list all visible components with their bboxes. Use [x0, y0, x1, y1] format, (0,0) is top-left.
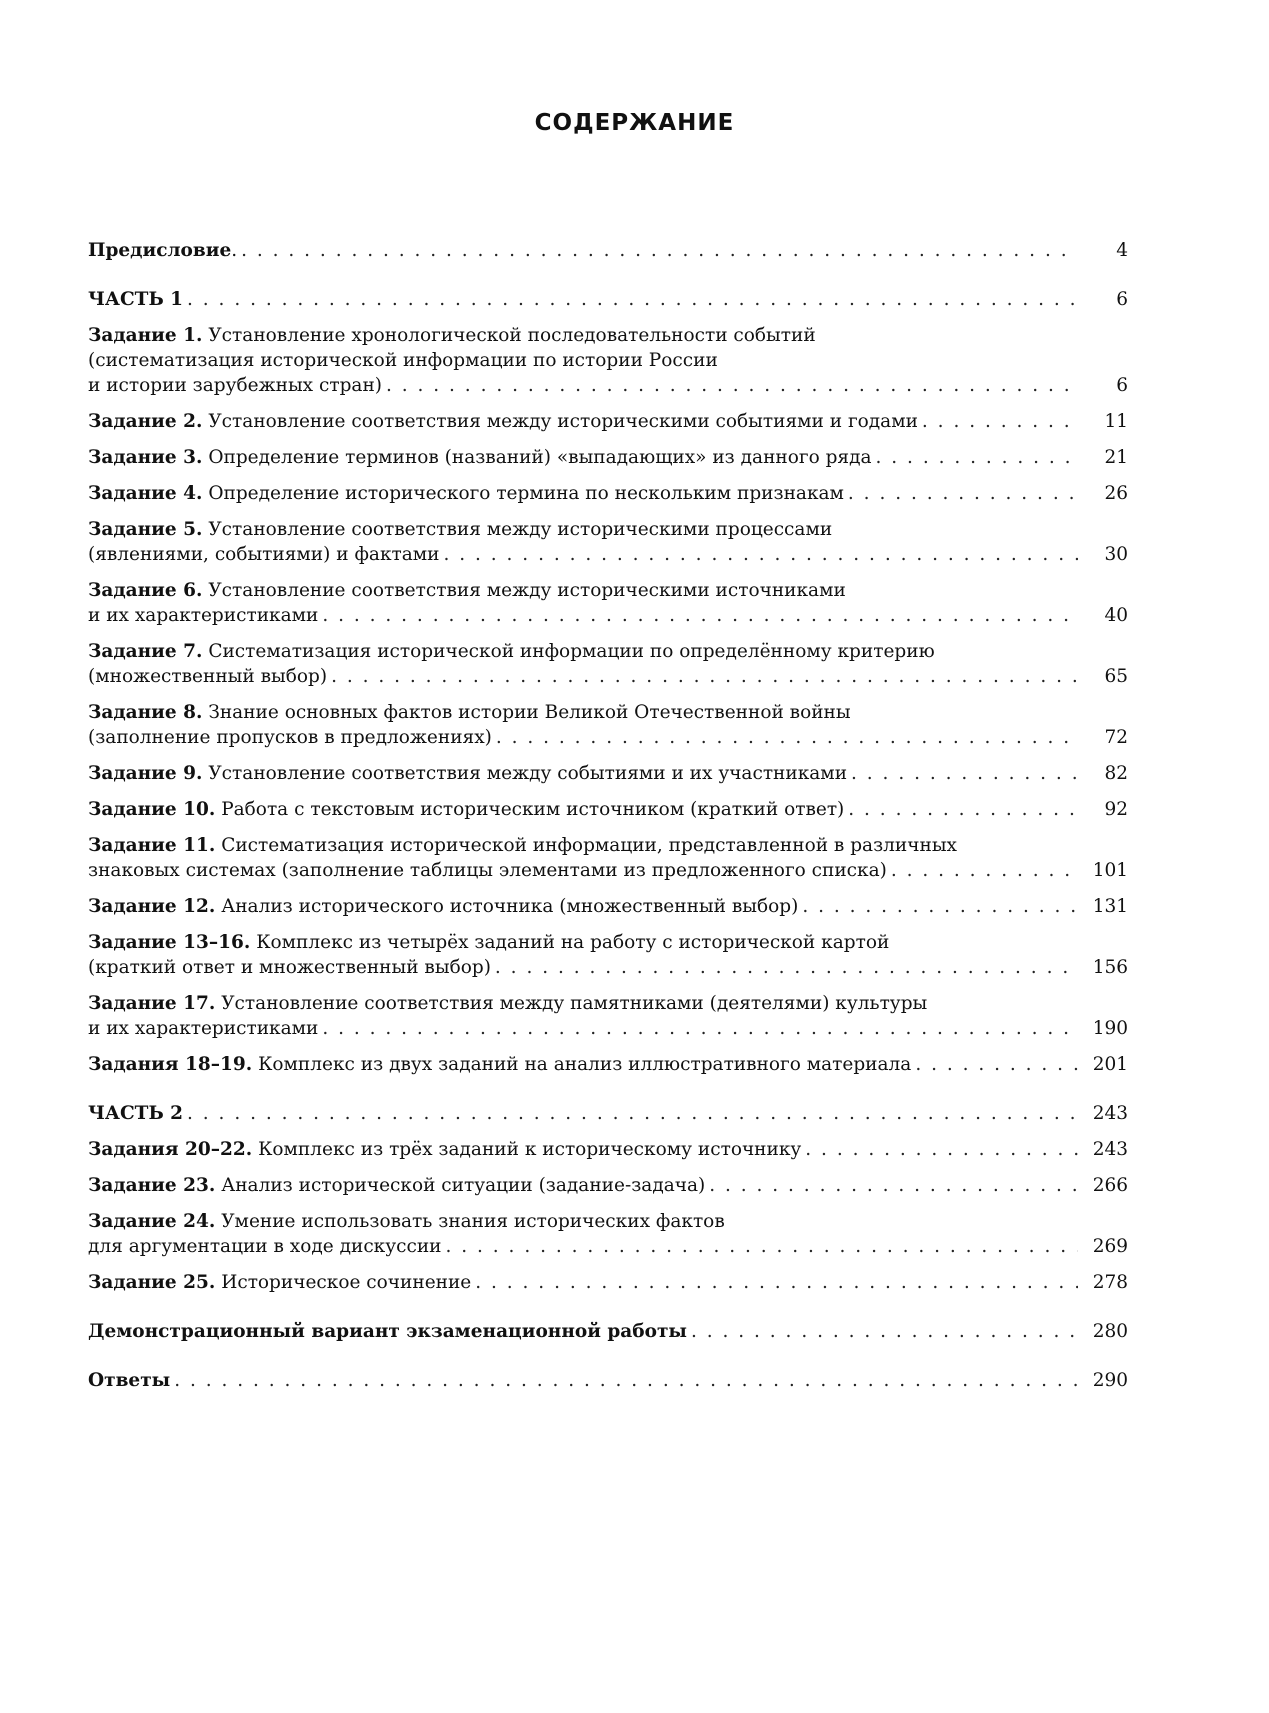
- toc-entry-lead: Задание 23.: [88, 1175, 216, 1196]
- dot-leader: [922, 409, 1078, 434]
- toc-entry-text: (заполнение пропусков в предложениях): [88, 727, 492, 748]
- dot-leader: [851, 761, 1078, 786]
- toc-entry-last-line: [88, 1173, 1128, 1198]
- toc-entry-last-line: [88, 761, 1128, 786]
- toc-entry[interactable]: [88, 238, 1128, 263]
- toc-entry-text: (краткий ответ и множественный выбор): [88, 957, 491, 978]
- toc-entry-lead: Задание 24.: [88, 1211, 216, 1232]
- toc-entry-text: (систематизация исторической информации по истории России: [88, 350, 718, 371]
- toc-entry[interactable]: [88, 1209, 1128, 1259]
- toc-entry-line: [88, 639, 1128, 664]
- dot-leader: [446, 1234, 1078, 1259]
- toc-entry-text: Анализ исторической ситуации (задание-задача): [215, 1175, 706, 1196]
- toc-entry-text: Знание основных фактов истории Великой Отечественной войны: [202, 702, 851, 723]
- toc-entry-text: Установление соответствия между памятниками (деятелями) культуры: [215, 993, 928, 1014]
- toc-entry-line: [88, 833, 1128, 858]
- toc-entry-last-line: [88, 894, 1128, 919]
- page-number: 40: [1104, 605, 1128, 626]
- toc-entry-lead: Предисловие: [88, 240, 232, 261]
- dot-leader: [187, 1101, 1078, 1126]
- toc-entry-text: Систематизация исторической информации, представленной в различных: [215, 835, 957, 856]
- toc-entry-text: Комплекс из двух заданий на анализ иллюстративного материала: [252, 1054, 912, 1075]
- page-number: 92: [1104, 799, 1128, 820]
- toc-entry[interactable]: [88, 287, 1128, 312]
- toc-entry[interactable]: [88, 700, 1128, 750]
- toc-entry-last-line: [88, 1137, 1128, 1162]
- toc-entry-text: (явлениями, событиями) и фактами: [88, 544, 440, 565]
- toc-entry-line: [88, 323, 1128, 348]
- toc-entry[interactable]: [88, 1052, 1128, 1077]
- toc-entry[interactable]: [88, 991, 1128, 1041]
- toc-entry-lead: Задание 9.: [88, 763, 203, 784]
- toc-entry[interactable]: [88, 445, 1128, 470]
- dot-leader: [386, 373, 1078, 398]
- toc-entry-last-line: [88, 1101, 1128, 1126]
- toc-entry-lead: Задание 12.: [88, 896, 216, 917]
- page-number: 26: [1104, 483, 1128, 504]
- toc-entry-text: Установление соответствия между событиями и их участниками: [202, 763, 848, 784]
- toc-entry[interactable]: [88, 409, 1128, 434]
- dot-leader: [876, 445, 1078, 470]
- dot-leader: [495, 955, 1078, 980]
- toc-entry-lead: Задания 18–19.: [88, 1054, 253, 1075]
- toc-entry-line: [88, 578, 1128, 603]
- toc-entry-last-line: [88, 409, 1128, 434]
- toc-entry-text: для аргументации в ходе дискуссии: [88, 1236, 442, 1257]
- toc-entry-last-line: [88, 797, 1128, 822]
- toc-entry-text: Историческое сочинение: [215, 1272, 472, 1293]
- toc-entry-text: Комплекс из трёх заданий к историческому источнику: [252, 1139, 802, 1160]
- toc-entry-lead: Задание 3.: [88, 447, 203, 468]
- dot-leader: [848, 797, 1078, 822]
- toc-entry-last-line: [88, 481, 1128, 506]
- dot-leader: [444, 542, 1079, 567]
- toc-entry-lead: Демонстрационный вариант экзаменационной работы: [88, 1321, 687, 1342]
- toc-entry-text: Умение использовать знания исторических фактов: [215, 1211, 725, 1232]
- dot-leader: [805, 1137, 1078, 1162]
- page-number: 190: [1092, 1018, 1128, 1039]
- dot-leader: [187, 287, 1078, 312]
- toc-entry-lead: Задание 6.: [88, 580, 203, 601]
- toc-entry[interactable]: [88, 761, 1128, 786]
- toc-entry[interactable]: [88, 481, 1128, 506]
- toc-entry-line: [88, 517, 1128, 542]
- page-title: СОДЕРЖАНИЕ: [534, 110, 735, 136]
- page-number: 201: [1092, 1054, 1128, 1075]
- dot-leader: [915, 1052, 1078, 1077]
- toc-entry-text: знаковых системах (заполнение таблицы элементами из предложенного списка): [88, 860, 887, 881]
- dot-leader: [322, 1016, 1078, 1041]
- toc-entry-text: Определение терминов (названий) «выпадающих» из данного ряда: [202, 447, 872, 468]
- dot-leader: [322, 603, 1078, 628]
- toc-entry-lead: Задание 13–16.: [88, 932, 251, 953]
- toc-entry-lead: Задание 1.: [88, 325, 203, 346]
- toc-entry-lead: ЧАСТЬ 1: [88, 289, 184, 310]
- toc-entry[interactable]: [88, 323, 1128, 398]
- toc-entry[interactable]: [88, 1101, 1128, 1126]
- page-number: 4: [1116, 240, 1128, 261]
- page-number: 6: [1116, 289, 1128, 310]
- toc-entry-last-line: [88, 1016, 1128, 1041]
- dot-leader: [802, 894, 1078, 919]
- toc-entry-text: Определение исторического термина по нескольким признакам: [202, 483, 844, 504]
- toc-entry-last-line: [88, 1052, 1128, 1077]
- page-number: 30: [1104, 544, 1128, 565]
- dot-leader: [174, 1368, 1078, 1393]
- toc-entry-text: и их характеристиками: [88, 605, 319, 626]
- page-number: 131: [1092, 896, 1128, 917]
- toc-entry-last-line: [88, 1234, 1128, 1259]
- toc-entry-last-line: [88, 725, 1128, 750]
- toc-entry-lead: ЧАСТЬ 2: [88, 1103, 184, 1124]
- toc-entry-text: Комплекс из четырёх заданий на работу с исторической картой: [250, 932, 890, 953]
- toc-entry-lead: Задание 17.: [88, 993, 216, 1014]
- page-number: 243: [1092, 1139, 1128, 1160]
- toc-entry-lead: Задание 5.: [88, 519, 203, 540]
- toc-entry-line: [88, 1209, 1128, 1234]
- toc-entry-last-line: [88, 955, 1128, 980]
- page-number: 21: [1104, 447, 1128, 468]
- toc-entry-lead: Задание 25.: [88, 1272, 216, 1293]
- toc-entry[interactable]: [88, 930, 1128, 980]
- toc-entry-lead: Задания 20–22.: [88, 1139, 253, 1160]
- toc-entry-last-line: [88, 858, 1128, 883]
- toc-entry-last-line: [88, 373, 1128, 398]
- toc-entry-last-line: [88, 238, 1128, 263]
- toc-entry-text: Систематизация исторической информации по определённому критерию: [202, 641, 935, 662]
- toc-entry-text: и истории зарубежных стран): [88, 375, 382, 396]
- toc-entry[interactable]: [88, 1368, 1128, 1393]
- dot-leader: [496, 725, 1078, 750]
- page-number: 290: [1092, 1370, 1128, 1391]
- toc-entry[interactable]: [88, 639, 1128, 689]
- toc-entry-line: [88, 348, 1128, 373]
- page-number: 278: [1092, 1272, 1128, 1293]
- toc-entry-text: (множественный выбор): [88, 666, 328, 687]
- toc-entry-text: Работа с текстовым историческим источником (краткий ответ): [215, 799, 845, 820]
- toc-entry[interactable]: [88, 797, 1128, 822]
- toc-entry-last-line: [88, 603, 1128, 628]
- dot-leader: [848, 481, 1078, 506]
- toc-entry-lead: Задание 10.: [88, 799, 216, 820]
- page-number: 156: [1092, 957, 1128, 978]
- page-number: 6: [1116, 375, 1128, 396]
- toc-entry-last-line: [88, 542, 1128, 567]
- toc-entry-lead: Задание 11.: [88, 835, 216, 856]
- toc-entry[interactable]: [88, 894, 1128, 919]
- page-number: 72: [1104, 727, 1128, 748]
- toc-entry-last-line: [88, 287, 1128, 312]
- toc-entry-last-line: [88, 1270, 1128, 1295]
- toc-entry[interactable]: [88, 833, 1128, 883]
- dot-leader: [241, 238, 1078, 263]
- page-number: 280: [1092, 1321, 1128, 1342]
- toc-entry-text: и их характеристиками: [88, 1018, 319, 1039]
- toc-entry-last-line: [88, 1368, 1128, 1393]
- page-number: 101: [1092, 860, 1128, 881]
- page-number: 82: [1104, 763, 1128, 784]
- toc-entry[interactable]: [88, 1270, 1128, 1295]
- toc-entry-lead: Ответы: [88, 1370, 171, 1391]
- toc-entry[interactable]: [88, 1319, 1128, 1344]
- toc-entry-text: Анализ исторического источника (множественный выбор): [215, 896, 799, 917]
- toc-entry-last-line: [88, 1319, 1128, 1344]
- toc-entry-line: [88, 930, 1128, 955]
- page-number: 11: [1104, 411, 1128, 432]
- dot-leader: [475, 1270, 1078, 1295]
- toc-entry-line: [88, 700, 1128, 725]
- toc-entry-text: Установление хронологической последовательности событий: [202, 325, 816, 346]
- table-of-contents: [88, 238, 1128, 1393]
- toc-entry-last-line: [88, 664, 1128, 689]
- toc-entry-last-line: [88, 445, 1128, 470]
- toc-entry[interactable]: [88, 1137, 1128, 1162]
- toc-entry-text: Установление соответствия между историческими источниками: [202, 580, 846, 601]
- toc-entry-text: Установление соответствия между историческими процессами: [202, 519, 833, 540]
- dot-leader: [709, 1173, 1078, 1198]
- toc-entry-lead: Задание 4.: [88, 483, 203, 504]
- toc-entry[interactable]: [88, 517, 1128, 567]
- page-number: 65: [1104, 666, 1128, 687]
- toc-entry-lead: Задание 8.: [88, 702, 203, 723]
- page-number: 269: [1092, 1236, 1128, 1257]
- dot-leader: [331, 664, 1078, 689]
- page-number: 243: [1092, 1103, 1128, 1124]
- dot-leader: [891, 858, 1078, 883]
- toc-entry-lead: Задание 2.: [88, 411, 203, 432]
- toc-entry[interactable]: [88, 578, 1128, 628]
- dot-leader: [691, 1319, 1078, 1344]
- toc-entry-text: Установление соответствия между историческими событиями и годами: [202, 411, 918, 432]
- toc-entry[interactable]: [88, 1173, 1128, 1198]
- toc-entry-lead: Задание 7.: [88, 641, 203, 662]
- toc-entry-text: .: [231, 240, 238, 261]
- toc-entry-line: [88, 991, 1128, 1016]
- page-number: 266: [1092, 1175, 1128, 1196]
